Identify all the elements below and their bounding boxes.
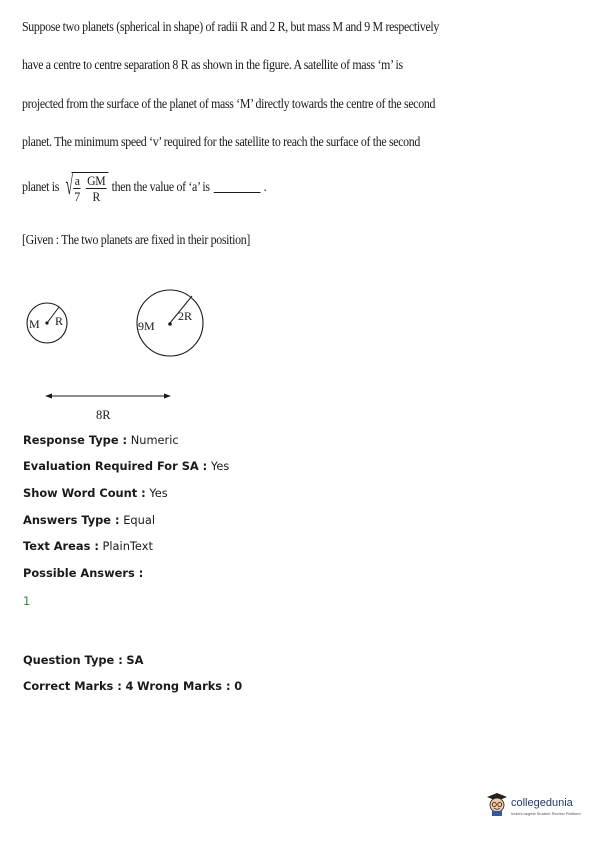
arrow-right-head-icon [164,394,171,399]
separation-arrow [45,394,171,423]
planet-large [137,290,203,356]
marks-row [23,679,242,693]
question-type-label: Question Type : [23,653,123,667]
word-count-value: Yes [149,486,168,500]
brand-tagline: India's largest Student Review Platform [511,810,581,816]
fraction-1-denominator: 7 [74,189,80,204]
fraction-2-numerator: GM [87,173,106,188]
answers-type-row [23,513,155,527]
planet-small [27,303,67,343]
wrong-marks-value: 0 [234,679,243,693]
question-line-3: projected from the surface of the planet of mass ‘M’ directly towards the centre of the second [22,96,436,111]
answers-type-value: Equal [123,513,155,527]
possible-answers-label: Possible Answers : [23,566,144,580]
fraction-1-numerator: a [74,173,80,188]
question-line-5-suffix: then the value of ‘a’ is [111,179,210,194]
question-line-5-end: . [263,179,267,194]
answers-type-label: Answers Type : [23,513,120,527]
response-type-row [23,433,179,447]
given-note: [Given : The two planets are fixed in their position] [22,232,250,247]
response-type-value: Numeric [130,433,179,447]
mascot-logo-icon [486,792,508,816]
question-type-row [23,653,143,667]
possible-answers-row [23,566,143,580]
evaluation-row [23,459,229,473]
question-line-2: have a centre to centre separation 8 R as shown in the figure. A satellite of mass ‘m’ is [22,57,403,72]
planet-small-radius-label: R [55,314,64,328]
planet-small-mass-label: M [29,317,40,331]
fraction-2-denominator: R [92,189,100,204]
planet-large-mass-label: 9M [138,319,155,333]
response-type-label: Response Type : [23,433,128,447]
evaluation-label: Evaluation Required For SA : [23,459,208,473]
collegedunia-logo [486,792,581,816]
correct-marks-label: Correct Marks : [23,679,122,693]
evaluation-value: Yes [210,459,230,473]
question-line-1: Suppose two planets (spherical in shape) of radii R and 2 R, but mass M and 9 M respectively [22,19,440,34]
word-count-row [23,486,168,500]
planet-large-radius-label: 2R [178,309,193,323]
separation-label: 8R [96,408,111,422]
radical-sign-icon: √ [65,170,74,201]
word-count-label: Show Word Count : [23,486,146,500]
arrow-left-head-icon [45,394,52,399]
question-type-value: SA [126,653,144,667]
wrong-marks-label: Wrong Marks : [137,679,231,693]
brand-name: collegedunia [511,796,573,809]
correct-marks-value: 4 [125,679,134,693]
possible-answer-value: 1 [23,594,31,608]
text-areas-label: Text Areas : [23,539,99,553]
text-areas-row [23,539,153,553]
question-line-5-prefix: planet is [22,179,60,194]
question-line-4: planet. The minimum speed ‘v’ required for the satellite to reach the surface of the second [22,134,421,149]
text-areas-value: PlainText [102,539,153,553]
